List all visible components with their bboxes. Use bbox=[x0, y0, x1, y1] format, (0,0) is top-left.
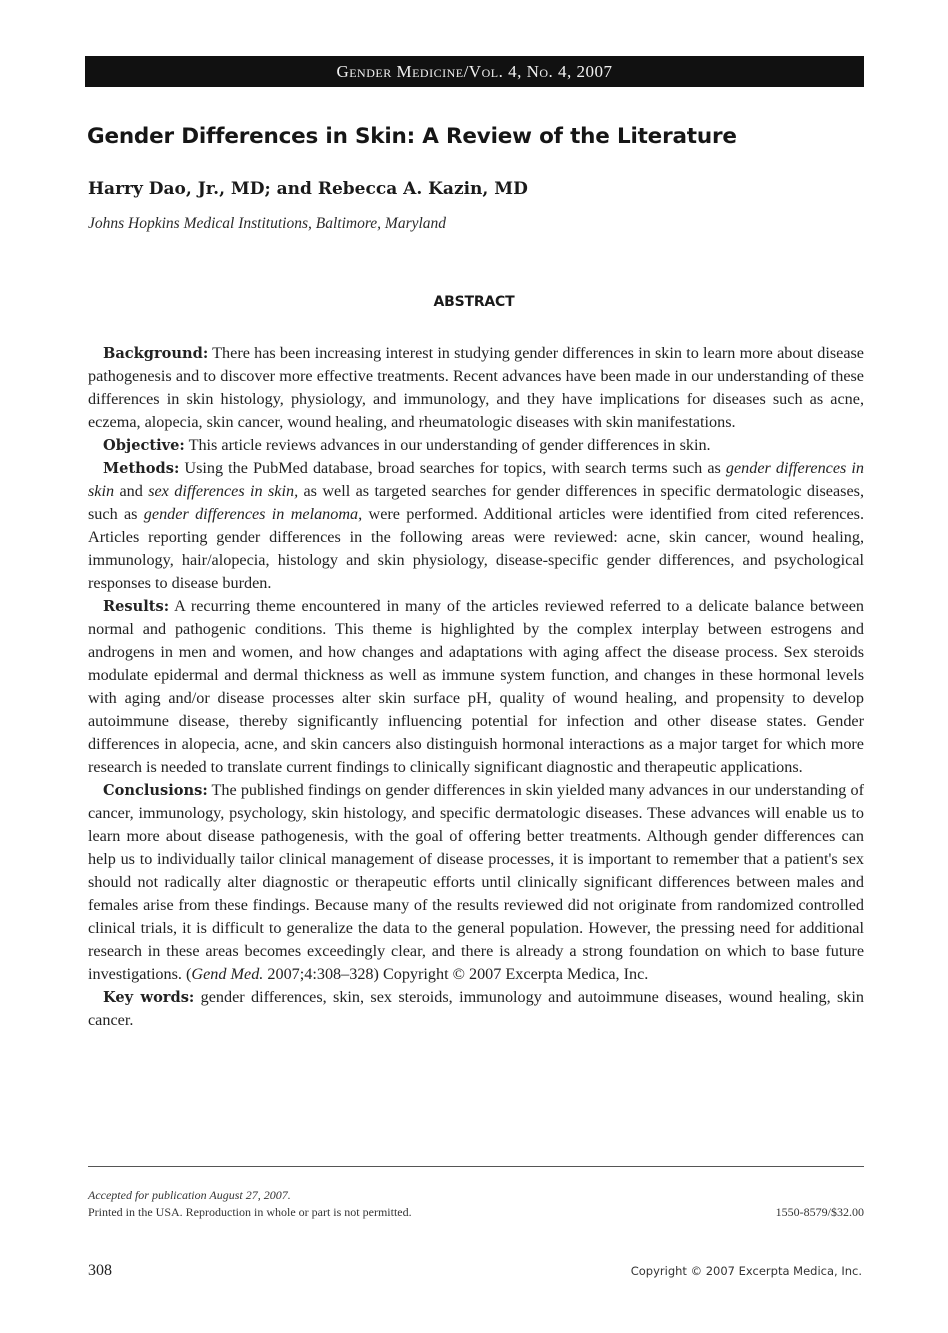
running-head: Gender Medicine/Vol. 4, No. 4, 2007 bbox=[336, 61, 613, 81]
footnote-divider bbox=[88, 1166, 864, 1167]
journal-abbreviation: Gend Med. bbox=[191, 965, 264, 983]
running-head-bar bbox=[85, 56, 864, 87]
methods-text: and bbox=[114, 482, 149, 500]
footnote-row bbox=[88, 1204, 864, 1221]
methods-label: Methods: bbox=[103, 460, 180, 477]
abstract-objective bbox=[88, 434, 864, 457]
methods-search-term: gender differences in skin bbox=[88, 459, 865, 500]
abstract-background bbox=[88, 342, 864, 434]
abstract-keywords bbox=[88, 986, 864, 1032]
abstract-heading: ABSTRACT bbox=[433, 294, 515, 310]
abstract-conclusions bbox=[88, 779, 864, 986]
article-title: Gender Differences in Skin: A Review of the Literature bbox=[87, 124, 737, 149]
abstract-results bbox=[88, 595, 864, 779]
objective-text: This article reviews advances in our understanding of gender differences in skin. bbox=[188, 436, 711, 454]
page-number: 308 bbox=[88, 1262, 112, 1279]
methods-search-term: gender differences in melanoma, bbox=[143, 505, 363, 523]
accepted-date: Accepted for publication August 27, 2007. bbox=[88, 1188, 291, 1202]
abstract-methods bbox=[88, 457, 864, 595]
results-label: Results: bbox=[103, 598, 170, 615]
issn-price: 1550-8579/$32.00 bbox=[775, 1205, 864, 1219]
article-authors: Harry Dao, Jr., MD; and Rebecca A. Kazin, MD bbox=[88, 179, 528, 199]
background-text: There has been increasing interest in studying gender differences in skin to learn more about disease pathogenesis and to discover more effective treatments. Recent advances have been made in our understanding of these differences in skin histology, physiology, and immunology, and they have implications for diseases such as acne, eczema, alopecia, skin cancer, wound healing, and rheumatologic diseases with skin manifestations. bbox=[88, 344, 864, 431]
conclusions-label: Conclusions: bbox=[103, 782, 208, 799]
conclusions-text: The published findings on gender differences in skin yielded many advances in our understanding of cancer, immunology, psychology, skin histology, and specific dermatologic diseases. These advances will enable us to learn more about disease pathogenesis, with the goal of offering better treatments. Although gender differences can help us to individually tailor clinical management of disease processes, it is important to remember that a patient's sex should not radically alter diagnostic or therapeutic efforts until clinically significant differences between males and females arise from these findings. Because many of the results reviewed did not originate from randomized controlled clinical trials, it is difficult to generalize the data to the general population. However, the pressing need for additional research in these areas becomes exceedingly clear, and there is already a strong foundation on which to base future investigations. ( bbox=[88, 781, 864, 983]
methods-text: as well as targeted searches for gender differences in specific dermatologic diseases, such as bbox=[88, 482, 865, 523]
conclusions-citation: 2007;4:308–328) Copyright © 2007 Excerpta Medica, Inc. bbox=[263, 965, 649, 983]
keywords-text: gender differences, skin, sex steroids, immunology and autoimmune diseases, wound healing, skin cancer. bbox=[88, 988, 864, 1029]
objective-label: Objective: bbox=[103, 437, 185, 454]
methods-text: were performed. Additional articles were identified from cited references. Articles reporting gender differences in the following areas were reviewed: acne, skin cancer, wound healing, immunology, hair/alopecia, histology and skin physiology, disease-specific gender differences, and psychological responses to disease burden. bbox=[88, 505, 865, 592]
footnote bbox=[88, 1187, 864, 1221]
methods-search-term: sex differences in skin, bbox=[148, 482, 299, 500]
results-text: A recurring theme encountered in many of the articles reviewed referred to a delicate balance between normal and pathogenic conditions. This theme is highlighted by the complex interplay between estrogens and androgens in men and women, and how changes and adaptations with aging affect the disease process. Sex steroids modulate epidermal and dermal thickness as well as immune system function, and changes in these hormonal levels with aging and/or disease processes alter skin surface pH, quality of wound healing, and propensity to develop autoimmune disease, thereby significantly influencing potential for infection and other disease states. Gender differences in alopecia, acne, and skin cancers also distinguish hormonal interactions as a major target for which more research is needed to translate current findings to clinically significant diagnostic and therapeutic applications. bbox=[88, 597, 864, 776]
methods-text: Using the PubMed database, broad searches for topics, with search terms such as bbox=[184, 459, 726, 477]
article-affiliation: Johns Hopkins Medical Institutions, Baltimore, Maryland bbox=[88, 215, 447, 232]
background-label: Background: bbox=[103, 345, 209, 362]
keywords-label: Key words: bbox=[103, 989, 195, 1006]
printed-notice: Printed in the USA. Reproduction in whole or part is not permitted. bbox=[88, 1205, 412, 1219]
page-copyright: Copyright © 2007 Excerpta Medica, Inc. bbox=[630, 1264, 862, 1278]
abstract-body bbox=[88, 342, 864, 1032]
